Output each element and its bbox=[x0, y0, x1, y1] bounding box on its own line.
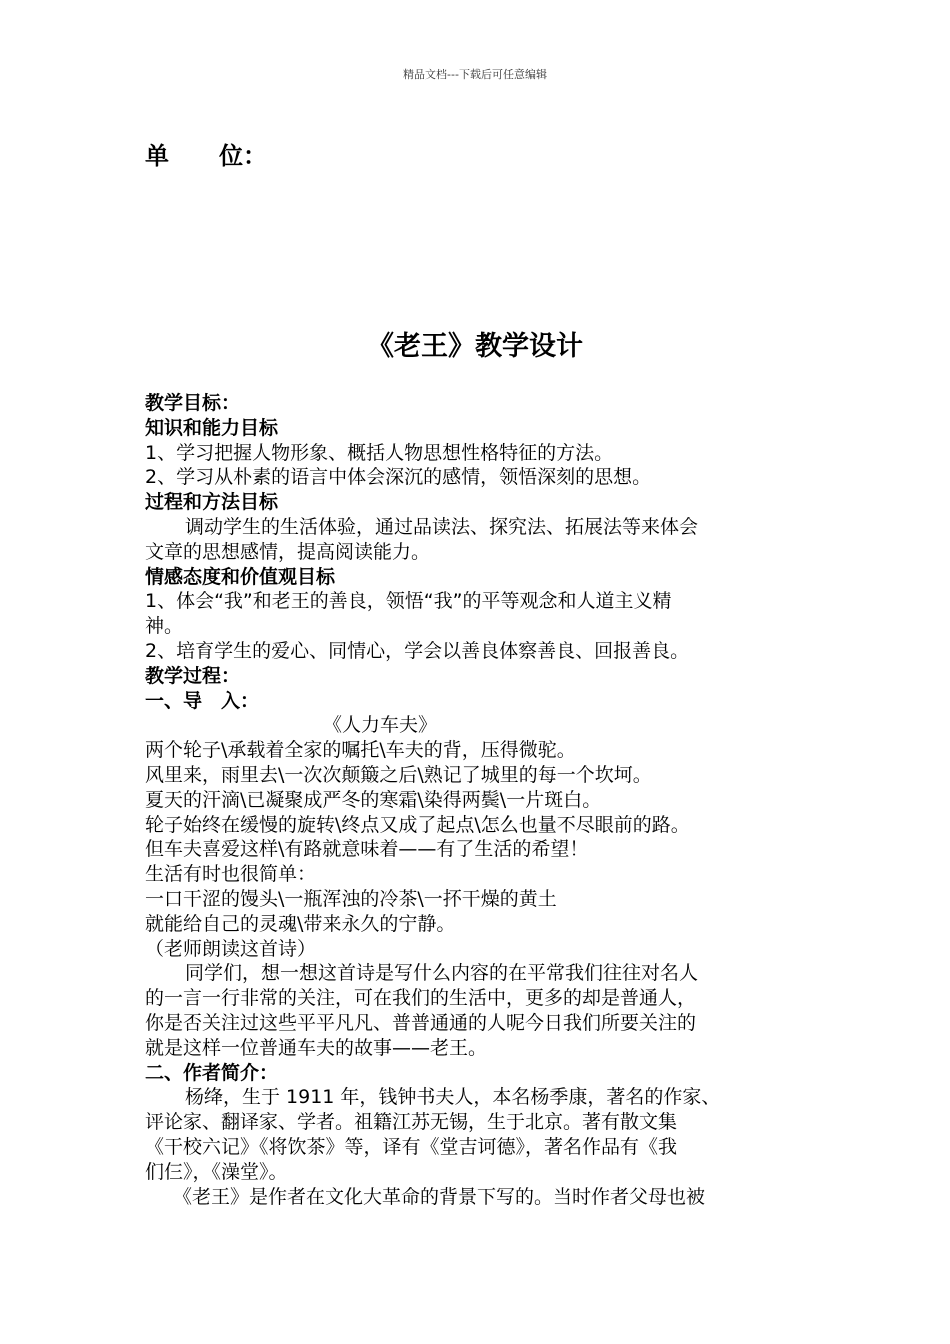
knowledge-item-1: 1、学习把握人物形象、概括人物思想性格特征的方法。 bbox=[145, 441, 614, 464]
poem-title: 《人力车夫》 bbox=[323, 714, 438, 737]
process-paragraph-line: 调动学生的生活体验，通过品读法、探究法、拓展法等来体会 bbox=[185, 515, 699, 538]
section1-heading: 一、导 入： bbox=[145, 689, 260, 712]
background-paragraph-line: 《老王》是作者在文化大革命的背景下写的。当时作者父母也被 bbox=[173, 1185, 706, 1208]
intro-paragraph-line: 你是否关注过这些平平凡凡、普普通通的人呢今日我们所要关注的 bbox=[145, 1011, 697, 1034]
poem-note: （老师朗读这首诗） bbox=[145, 937, 317, 960]
author-paragraph-line: 杨绛，生于 1911 年，钱钟书夫人，本名杨季康，著名的作家、 bbox=[185, 1086, 721, 1109]
emotion-item-1: 1、体会“我”和老王的善良，领悟“我”的平等观念和人道主义精 bbox=[145, 590, 672, 613]
emotion-item-1-cont: 神。 bbox=[145, 615, 184, 638]
author-paragraph-line: 《干校六记》《将饮茶》等，译有《堂吉诃德》，著名作品有《我 bbox=[145, 1135, 678, 1158]
poem-line: 生活有时也很简单： bbox=[145, 863, 317, 886]
objectives-heading: 教学目标： bbox=[145, 392, 241, 414]
knowledge-item-2: 2、学习从朴素的语言中体会深沉的感情，领悟深刻的思想。 bbox=[145, 466, 652, 489]
page-header: 精品文档---下载后可任意编辑 bbox=[403, 68, 547, 81]
emotion-item-2: 2、培育学生的爱心、同情心，学会以善良体察善良、回报善良。 bbox=[145, 639, 690, 662]
poem-line: 一口干涩的馒头\一瓶浑浊的冷茶\一抔干燥的黄土 bbox=[145, 887, 557, 910]
intro-paragraph-line: 就是这样一位普通车夫的故事——老王。 bbox=[145, 1036, 488, 1059]
knowledge-heading: 知识和能力目标 bbox=[145, 416, 279, 439]
poem-line: 两个轮子\承载着全家的嘱托\车夫的背，压得微驼。 bbox=[145, 739, 576, 762]
document-body bbox=[145, 391, 810, 1209]
unit-label-b: 位： bbox=[219, 142, 267, 170]
document-title: 《老王》教学设计 bbox=[367, 331, 583, 362]
process-heading: 过程和方法目标 bbox=[145, 491, 279, 514]
author-paragraph-line: 评论家、翻译家、学者。祖籍江苏无锡，生于北京。著有散文集 bbox=[145, 1111, 678, 1134]
author-paragraph-line: 们仨》，《澡堂》。 bbox=[145, 1160, 288, 1183]
process-paragraph-line: 文章的思想感情，提高阅读能力。 bbox=[145, 540, 431, 563]
intro-paragraph-line: 的一言一行非常的关注，可在我们的生活中，更多的却是普通人， bbox=[145, 987, 697, 1010]
unit-label bbox=[145, 136, 267, 171]
poem-line: 夏天的汗滴\已凝聚成严冬的寒霜\染得两鬓\一片斑白。 bbox=[145, 788, 602, 811]
unit-label-a: 单 bbox=[145, 142, 169, 170]
intro-paragraph-line: 同学们，想一想这首诗是写什么内容的在平常我们往往对名人 bbox=[185, 962, 699, 985]
section2-heading: 二、作者简介： bbox=[145, 1061, 279, 1084]
poem-line: 风里来，雨里去\一次次颠簸之后\熟记了城里的每一个坎坷。 bbox=[145, 763, 652, 786]
teaching-heading: 教学过程： bbox=[145, 664, 241, 687]
poem-line: 轮子始终在缓慢的旋转\终点又成了起点\怎么也量不尽眼前的路。 bbox=[145, 813, 690, 836]
poem-line: 就能给自己的灵魂\带来永久的宁静。 bbox=[145, 912, 456, 935]
emotion-heading: 情感态度和价值观目标 bbox=[145, 565, 336, 588]
poem-line: 但车夫喜爱这样\有路就意味着——有了生活的希望！ bbox=[145, 838, 589, 861]
